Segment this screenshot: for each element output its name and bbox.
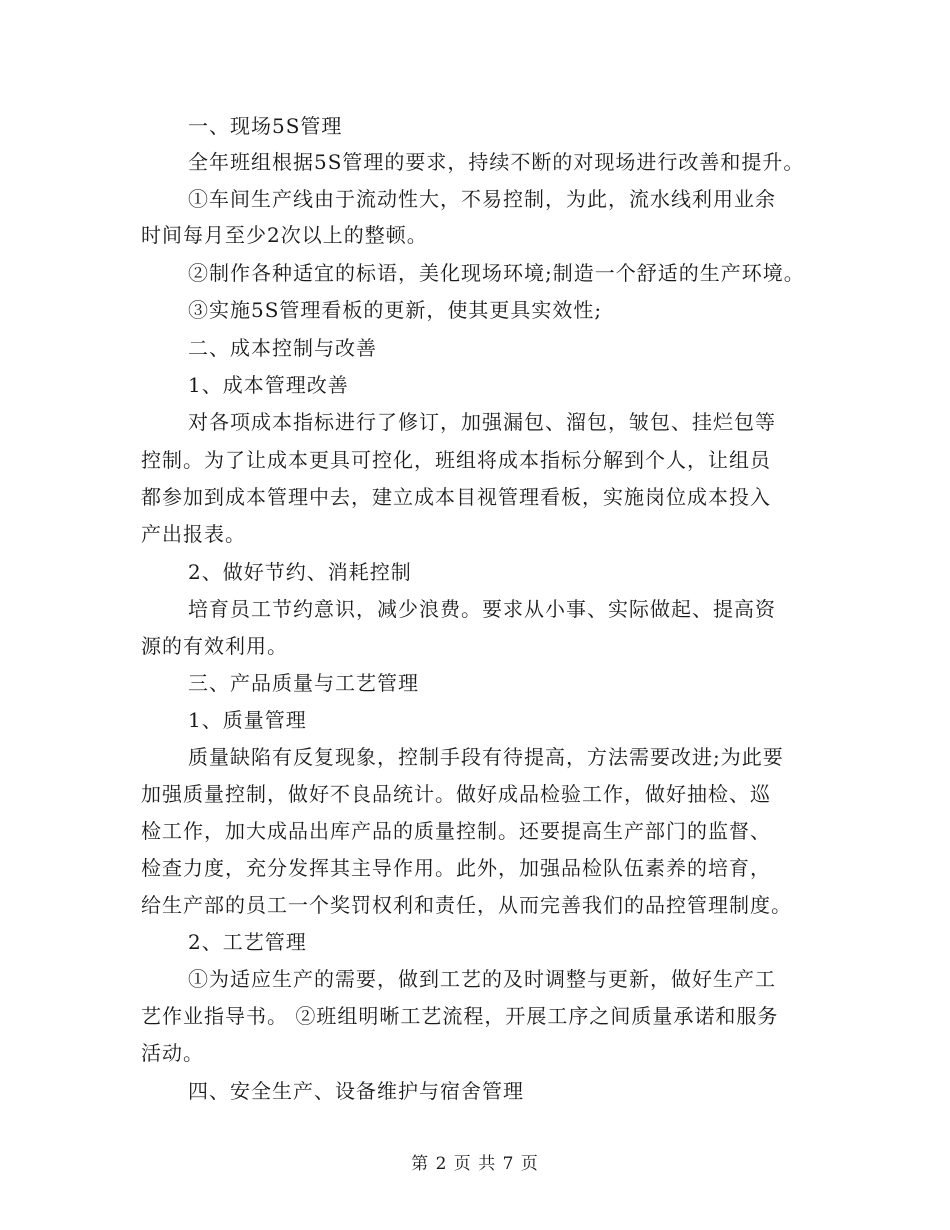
paragraph-line: 培育员工节约意识，减少浪费。要求从小事、实际做起、提高资: [188, 597, 776, 621]
paragraph-line: 活动。: [141, 1041, 204, 1065]
page-number-footer: 第 2 页 共 7 页: [411, 1154, 539, 1174]
paragraph-line: 源的有效利用。: [141, 634, 288, 658]
section-heading: 一、现场5S管理: [188, 114, 343, 138]
paragraph-line: ①车间生产线由于流动性大，不易控制，为此，流水线利用业余: [188, 187, 776, 211]
paragraph-line: 对各项成本指标进行了修订，加强漏包、溜包，皱包、挂烂包等: [188, 410, 776, 434]
paragraph-line: 检工作，加大成品出库产品的质量控制。还要提高生产部门的监督、: [141, 819, 771, 843]
paragraph-line: 给生产部的员工一个奖罚权利和责任，从而完善我们的品控管理制度。: [141, 893, 792, 917]
paragraph-line: 时间每月至少2次以上的整顿。: [141, 223, 428, 247]
paragraph-line: 质量缺陷有反复现象，控制手段有待提高，方法需要改进;为此要: [188, 745, 784, 769]
paragraph-line: 全年班组根据5S管理的要求，持续不断的对现场进行改善和提升。: [188, 150, 805, 174]
subsection-heading: 1、成本管理改善: [188, 373, 349, 397]
section-heading: 三、产品质量与工艺管理: [188, 671, 419, 695]
paragraph-line: 艺作业指导书。 ②班组明晰工艺流程，开展工序之间质量承诺和服务: [141, 1004, 779, 1028]
subsection-heading: 1、质量管理: [188, 708, 307, 732]
paragraph-line: 产出报表。: [141, 522, 246, 546]
section-heading: 二、成本控制与改善: [188, 336, 377, 360]
paragraph-line: 控制。为了让成本更具可控化，班组将成本指标分解到个人，让组员: [141, 448, 771, 472]
paragraph-line: 都参加到成本管理中去，建立成本目视管理看板，实施岗位成本投入: [141, 485, 771, 509]
subsection-heading: 2、做好节约、消耗控制: [188, 560, 412, 584]
paragraph-line: 加强质量控制，做好不良品统计。做好成品检验工作，做好抽检、巡: [141, 782, 771, 806]
paragraph-line: ②制作各种适宜的标语，美化现场环境;制造一个舒适的生产环境。: [188, 261, 805, 285]
paragraph-line: ③实施5S管理看板的更新，使其更具实效性;: [188, 298, 603, 322]
paragraph-line: ①为适应生产的需要，做到工艺的及时调整与更新，做好生产工: [188, 967, 776, 991]
section-heading: 四、安全生产、设备维护与宿舍管理: [188, 1079, 524, 1103]
paragraph-line: 检查力度，充分发挥其主导作用。此外，加强品检队伍素养的培育，: [141, 856, 771, 880]
subsection-heading: 2、工艺管理: [188, 930, 307, 954]
